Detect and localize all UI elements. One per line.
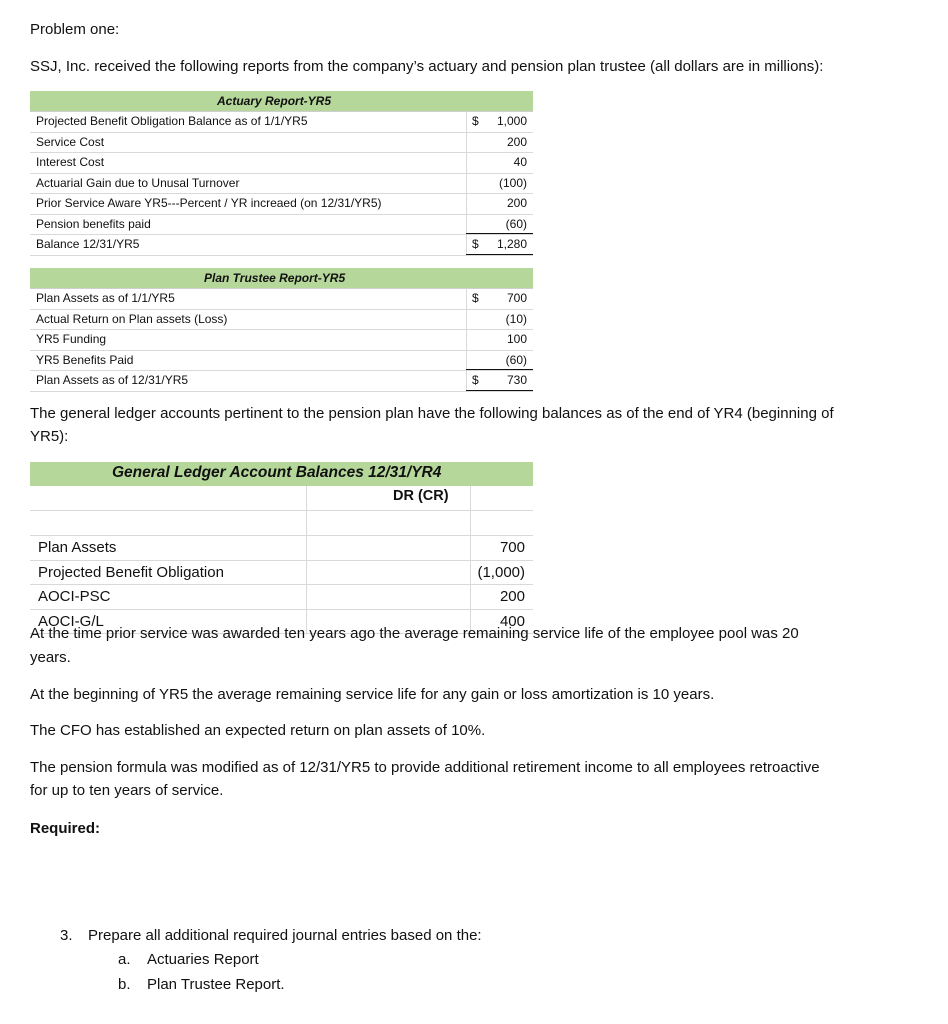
- table-row: AOCI-G/L 400: [30, 610, 533, 635]
- paragraph-expected-return: The CFO has established an expected return on plan assets of 10%.: [30, 722, 486, 739]
- table-row: Projected Benefit Obligation Balance as of 1/1/YR5 $ 1,000: [30, 112, 533, 133]
- question-item: [60, 924, 482, 948]
- list-item: b. Plan Trustee Report.: [118, 976, 285, 993]
- list-item: a. Actuaries Report: [118, 951, 259, 968]
- problem-title: Problem one:: [30, 21, 120, 38]
- table-row: Plan Assets 700: [30, 536, 533, 561]
- gl-table-subheader: DR (CR): [30, 486, 533, 511]
- gl-balances-table: [30, 462, 533, 634]
- table-row: AOCI-PSC 200: [30, 585, 533, 610]
- paragraph-formula-line2: for up to ten years of service.: [30, 782, 224, 799]
- table-row: Service Cost 200: [30, 133, 533, 154]
- paragraph-prior-service-line1: At the time prior service was awarded ten years ago the average remaining service life of the employee pool was 20: [30, 625, 799, 642]
- table-row: Prior Service Aware YR5---Percent / YR increaed (on 12/31/YR5) 200: [30, 194, 533, 215]
- table-row: YR5 Funding 100: [30, 330, 533, 351]
- paragraph-service-life: At the beginning of YR5 the average remaining service life for any gain or loss amortization is 10 years.: [30, 686, 715, 703]
- table-row: Actual Return on Plan assets (Loss) (10): [30, 310, 533, 331]
- trustee-report-title: Plan Trustee Report-YR5: [204, 271, 346, 285]
- table-row: Plan Assets as of 1/1/YR5 $ 700: [30, 289, 533, 310]
- table-row: YR5 Benefits Paid (60): [30, 351, 533, 372]
- question-number: 3.: [60, 927, 73, 944]
- table-row-total: Balance 12/31/YR5 $ 1,280: [30, 235, 533, 256]
- actuary-report-header: [30, 91, 533, 112]
- table-row: Actuarial Gain due to Unusal Turnover (100): [30, 174, 533, 195]
- required-heading: Required:: [30, 820, 101, 837]
- gl-table-title: General Ledger Account Balances 12/31/YR4: [112, 464, 442, 481]
- actuary-report-title: Actuary Report-YR5: [217, 94, 332, 108]
- trustee-report-header: [30, 268, 533, 289]
- trustee-report-table: [30, 268, 533, 392]
- gl-intro-line1: The general ledger accounts pertinent to the pension plan have the following balances as of the end of YR4 (beginning of: [30, 405, 834, 422]
- paragraph-formula-line1: The pension formula was modified as of 12/31/YR5 to provide additional retirement income to all employees retroactive: [30, 759, 820, 776]
- table-row: Interest Cost 40: [30, 153, 533, 174]
- gl-intro-line2: YR5):: [30, 428, 69, 445]
- paragraph-prior-service-line2: years.: [30, 649, 71, 666]
- intro-paragraph: SSJ, Inc. received the following reports from the company’s actuary and pension plan trustee (all dollars are in millions):: [30, 58, 824, 75]
- table-row: Projected Benefit Obligation (1,000): [30, 561, 533, 586]
- question-text: Prepare all additional required journal entries based on the:: [88, 927, 482, 944]
- actuary-report-table: [30, 91, 533, 256]
- table-row: Pension benefits paid (60): [30, 215, 533, 236]
- gl-table-header: [30, 462, 533, 486]
- table-row-total: Plan Assets as of 12/31/YR5 $ 730: [30, 371, 533, 392]
